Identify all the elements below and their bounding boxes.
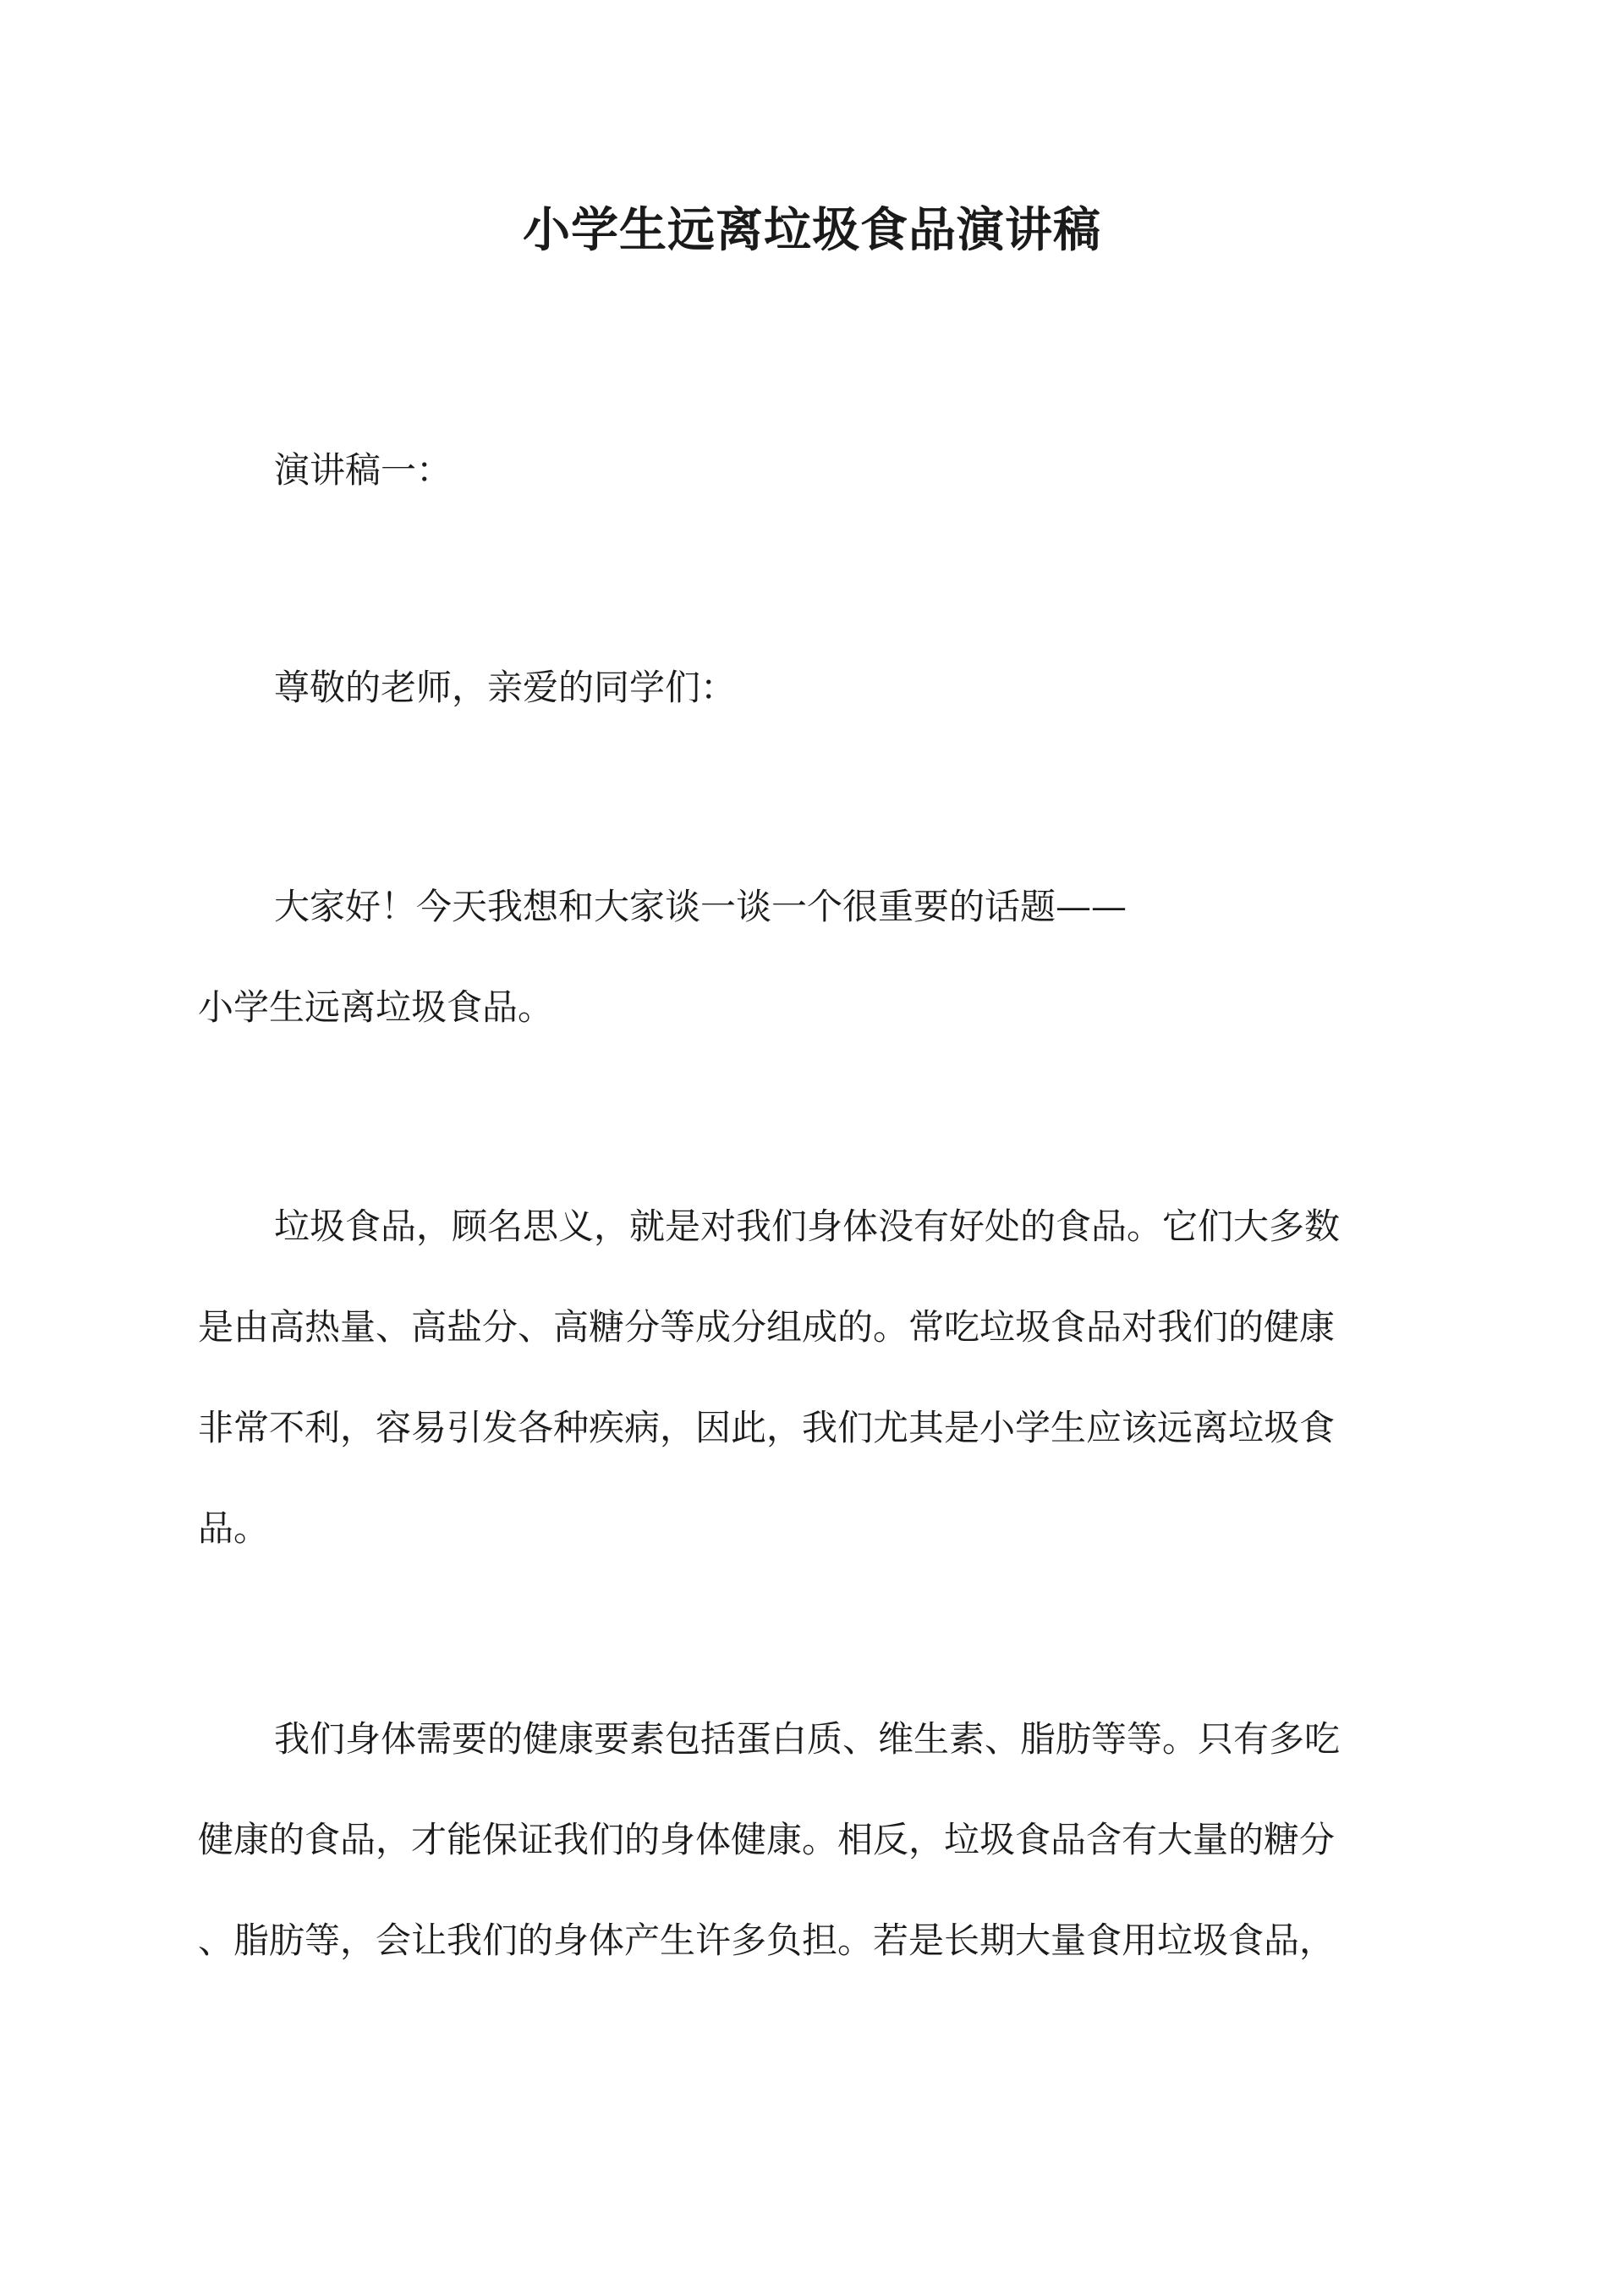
nutrition-paragraph bbox=[198, 1689, 1429, 1991]
intro-paragraph bbox=[198, 856, 1429, 1057]
nutrition-line-3: 、脂肪等，会让我们的身体产生许多负担。若是长期大量食用垃圾食品， bbox=[198, 1920, 1336, 1961]
definition-line-1: 垃圾食品，顾名思义，就是对我们身体没有好处的食品。它们大多数 bbox=[274, 1206, 1341, 1247]
document-title: 小学生远离垃圾食品演讲稿 bbox=[523, 202, 1101, 258]
section-label-text: 演讲稿一： bbox=[274, 449, 453, 491]
greeting-paragraph bbox=[198, 637, 1429, 738]
definition-line-2: 是由高热量、高盐分、高糖分等成分组成的。常吃垃圾食品对我们的健康 bbox=[198, 1306, 1336, 1348]
definition-paragraph bbox=[198, 1176, 1429, 1579]
intro-line-2: 小学生远离垃圾食品。 bbox=[198, 986, 554, 1028]
section-label bbox=[198, 420, 1429, 520]
nutrition-line-2: 健康的食品，才能保证我们的身体健康。相反，垃圾食品含有大量的糖分 bbox=[198, 1819, 1336, 1860]
definition-line-3: 非常不利，容易引发各种疾病，因此，我们尤其是小学生应该远离垃圾食 bbox=[198, 1407, 1336, 1448]
greeting-text: 尊敬的老师，亲爱的同学们： bbox=[274, 667, 737, 708]
intro-line-1: 大家好！今天我想和大家谈一谈一个很重要的话题—— bbox=[274, 886, 1127, 927]
definition-line-4: 品。 bbox=[198, 1508, 270, 1549]
nutrition-line-1: 我们身体需要的健康要素包括蛋白质、维生素、脂肪等等。只有多吃 bbox=[274, 1718, 1341, 1760]
